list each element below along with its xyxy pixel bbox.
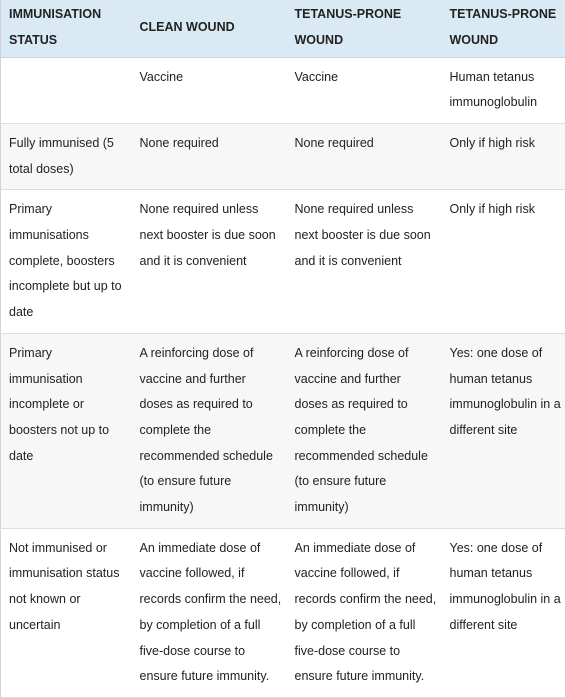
table-cell: An immediate dose of vaccine followed, if records confirm the need, by completion of a full five-dose course to ensure future immunity. [287,528,442,697]
table-cell: None required unless next booster is due soon and it is convenient [132,190,287,334]
table-row [1,190,565,334]
table-cell: Primary immunisations complete, boosters incomplete but up to date [1,190,132,334]
header-tetanus-prone-wound-vaccine: TETANUS-PRONE WOUND [287,0,442,57]
table-cell: Only if high risk [442,190,565,334]
table-cell: A reinforcing dose of vaccine and further doses as required to complete the recommended schedule (to ensure future immunity) [287,333,442,528]
table-row [1,57,565,123]
table-cell: None required [132,123,287,189]
table-cell: Yes: one dose of human tetanus immunoglobulin in a different site [442,333,565,528]
table-row [1,123,565,189]
table-cell: Human tetanus immunoglobulin [442,57,565,123]
table-cell: None required [287,123,442,189]
table-cell: A reinforcing dose of vaccine and further doses as required to complete the recommended schedule (to ensure future immunity) [132,333,287,528]
table-cell: None required unless next booster is due soon and it is convenient [287,190,442,334]
table-cell: Vaccine [287,57,442,123]
table-header-row [1,0,565,57]
table-cell: Vaccine [132,57,287,123]
table-cell: Primary immunisation incomplete or boosters not up to date [1,333,132,528]
header-clean-wound: CLEAN WOUND [132,0,287,57]
table-cell: Yes: one dose of human tetanus immunoglobulin in a different site [442,528,565,697]
table-row [1,333,565,528]
table-cell: Not immunised or immunisation status not known or uncertain [1,528,132,697]
table-cell: Fully immunised (5 total doses) [1,123,132,189]
header-tetanus-prone-wound-immunoglobulin: TETANUS-PRONE WOUND [442,0,565,57]
header-immunisation-status: IMMUNISATION STATUS [1,0,132,57]
table-cell: An immediate dose of vaccine followed, if records confirm the need, by completion of a full five-dose course to ensure future immunity. [132,528,287,697]
table-row [1,528,565,697]
table-cell [1,57,132,123]
table-cell: Only if high risk [442,123,565,189]
